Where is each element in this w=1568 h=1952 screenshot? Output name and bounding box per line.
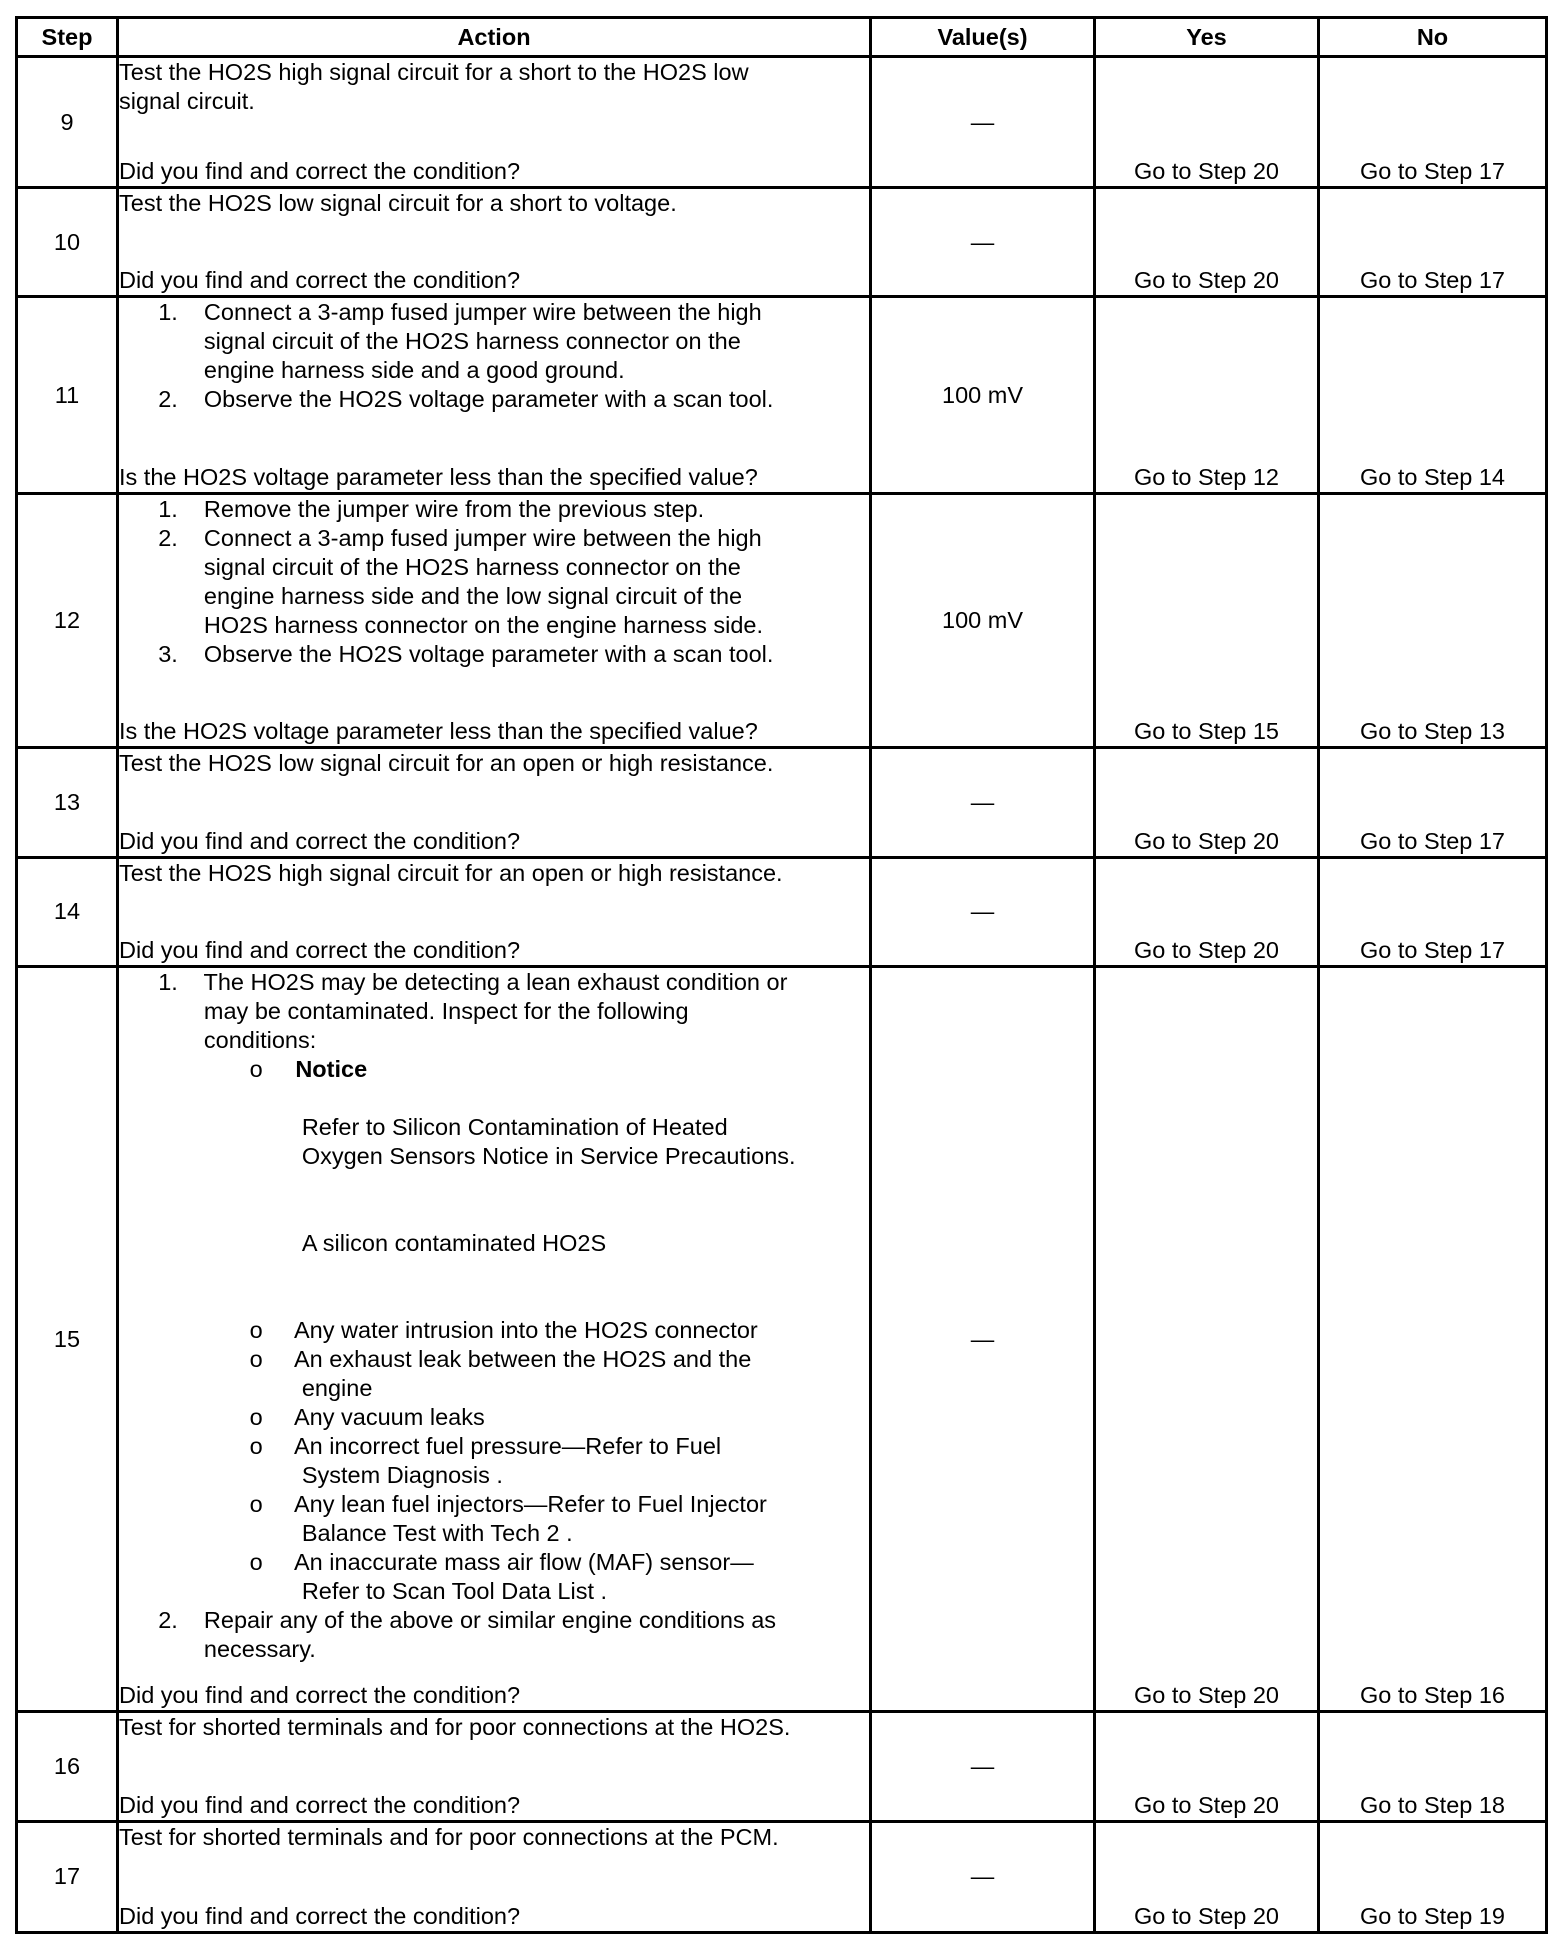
action-cell [118,748,871,857]
no-cell: Go to Step 17 [1319,57,1547,188]
action-text: Test the HO2S low signal circuit for a short to voltage. [119,190,677,217]
diagnostic-table [15,16,1548,1934]
table-row [17,57,1547,188]
action-text [119,968,869,1664]
header-action: Action [118,18,871,57]
action-text: 1. Connect a 3-amp fused jumper wire between the high signal circuit of the HO2S harness connector on the engine harness side and a good ground. 2. Observe the HO2S voltage parameter with a scan tool. [158,299,774,413]
value-cell: — [871,857,1095,966]
action-question: Did you find and correct the condition? [119,1682,521,1709]
action-text-part: Refer to Silicon Contamination of Heated Oxygen Sensors Notice in Service Precautions. A silicon contaminated HO2S o Any water intrusion into the HO2S connector o An exhaust leak between the HO2S and the engine o Any vacuum leaks o An incorrect fuel pressure—Refer to Fuel System Diagnosis . o Any lean fuel injectors—Refer to Fuel Injector Balance Test with Tech 2 . o An inaccurate mass air flow (MAF) sensor— Refer to Scan Tool Data List . 2. Repair any of the above or similar engine conditions as necessary. [158,1113,796,1662]
table-row [17,966,1547,1712]
step-number: 16 [17,1712,118,1821]
action-text-part: 1. The HO2S may be detecting a lean exhaust condition or may be contaminated. Inspect for the following conditions: o [158,968,788,1082]
action-question: Did you find and correct the condition? [119,1791,521,1818]
header-step: Step [17,18,118,57]
yes-cell: Go to Step 15 [1095,493,1319,748]
no-cell: Go to Step 18 [1319,1712,1547,1821]
header-values: Value(s) [871,18,1095,57]
step-number: 15 [17,966,118,1712]
action-cell [118,966,871,1712]
notice-label: Notice [295,1055,368,1082]
action-cell [118,1821,871,1932]
value-cell: 100 mV [871,493,1095,748]
table-row [17,493,1547,748]
step-number: 10 [17,188,118,297]
step-number: 14 [17,857,118,966]
table-row [17,188,1547,297]
action-question: Is the HO2S voltage parameter less than the specified value? [119,463,758,490]
yes-cell: Go to Step 20 [1095,966,1319,1712]
action-text: Test for shorted terminals and for poor connections at the HO2S. [119,1714,791,1741]
value-cell: — [871,188,1095,297]
table-row [17,857,1547,966]
step-number: 11 [17,297,118,493]
action-question: Is the HO2S voltage parameter less than the specified value? [119,718,758,745]
action-cell [118,57,871,188]
action-text: Test the HO2S low signal circuit for an open or high resistance. [119,750,774,777]
value-cell: 100 mV [871,297,1095,493]
header-row [17,18,1547,57]
step-number: 12 [17,493,118,748]
value-cell: — [871,748,1095,857]
action-question: Did you find and correct the condition? [119,267,521,294]
action-cell [118,297,871,493]
no-cell: Go to Step 17 [1319,748,1547,857]
no-cell: Go to Step 16 [1319,966,1547,1712]
table-row [17,297,1547,493]
action-cell [118,493,871,748]
action-question: Did you find and correct the condition? [119,158,521,185]
table-row [17,748,1547,857]
no-cell: Go to Step 13 [1319,493,1547,748]
step-number: 17 [17,1821,118,1932]
action-text: 1. Remove the jumper wire from the previous step. 2. Connect a 3-amp fused jumper wire between the high signal circuit of the HO2S harness connector on the engine harness side and the low signal circuit of the HO2S harness connector on the engine harness side. 3. Observe the HO2S voltage parameter with a scan tool. [158,495,774,667]
value-cell: — [871,1821,1095,1932]
action-cell [118,1712,871,1821]
no-cell: Go to Step 17 [1319,188,1547,297]
step-number: 9 [17,57,118,188]
yes-cell: Go to Step 20 [1095,1821,1319,1932]
action-question: Did you find and correct the condition? [119,1903,521,1929]
action-text: Test the HO2S high signal circuit for an open or high resistance. [119,859,783,886]
value-cell: — [871,57,1095,188]
action-cell [118,188,871,297]
yes-cell: Go to Step 20 [1095,857,1319,966]
yes-cell: Go to Step 20 [1095,188,1319,297]
no-cell: Go to Step 14 [1319,297,1547,493]
yes-cell: Go to Step 20 [1095,57,1319,188]
table-row [17,1712,1547,1821]
action-text: Test for shorted terminals and for poor connections at the PCM. [119,1823,779,1850]
action-question: Did you find and correct the condition? [119,936,521,963]
value-cell: — [871,966,1095,1712]
step-number: 13 [17,748,118,857]
no-cell: Go to Step 17 [1319,857,1547,966]
action-cell [118,857,871,966]
header-yes: Yes [1095,18,1319,57]
yes-cell: Go to Step 12 [1095,297,1319,493]
header-no: No [1319,18,1547,57]
value-cell: — [871,1712,1095,1821]
yes-cell: Go to Step 20 [1095,748,1319,857]
action-question: Did you find and correct the condition? [119,827,521,854]
no-cell: Go to Step 19 [1319,1821,1547,1932]
action-text: Test the HO2S high signal circuit for a short to the HO2S low signal circuit. [119,59,749,114]
yes-cell: Go to Step 20 [1095,1712,1319,1821]
table-row [17,1821,1547,1932]
